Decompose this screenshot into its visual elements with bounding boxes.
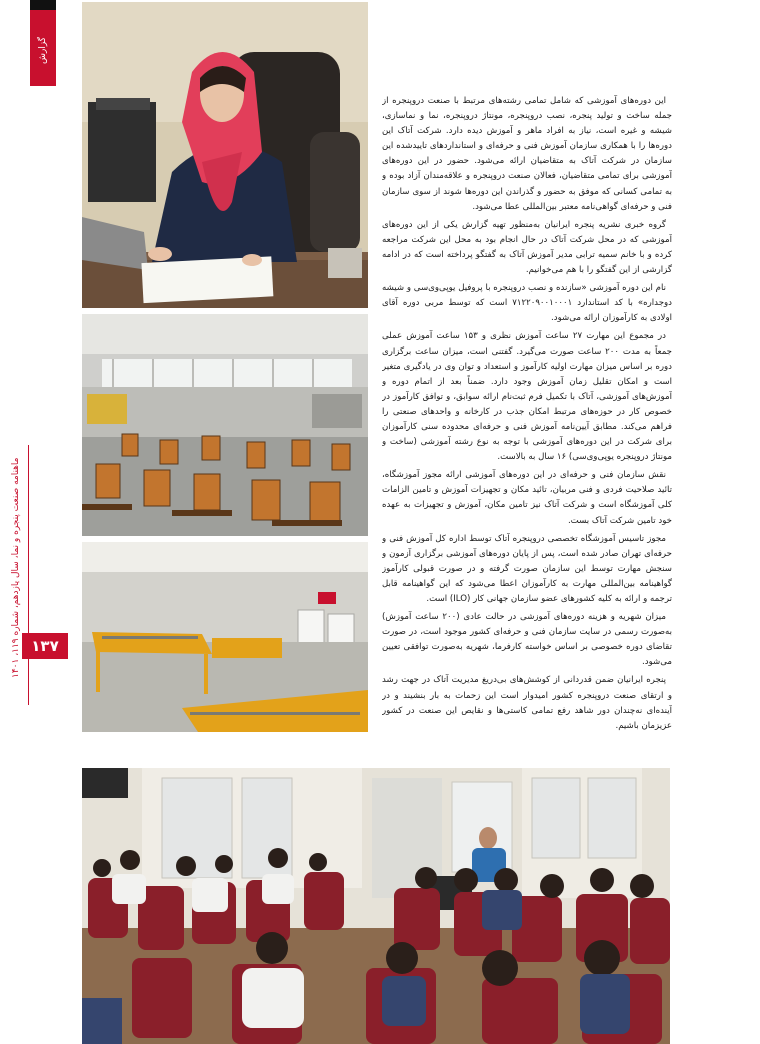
photo-training-classroom <box>82 314 368 536</box>
section-tab-cap <box>30 0 56 10</box>
article-paragraph: پنجره ایرانیان ضمن قدردانی از کوشش‌های بی‌دریغ مدیریت آتاک در جهت رشد و ارتقای صنعت درو‌پنجره کشور امیدوار است این زحمات به بار بنشیند و در آینده‌ای نه‌چندان دور شاهد رفع تمامی کاستی‌ها و نقایص این صنعت در کشور عزیزمان باشیم. <box>382 675 672 731</box>
photo-manager-at-desk <box>82 2 368 308</box>
article-paragraph: میزان شهریه و هزینه دوره‌های آموزشی در حالت عادی (۲۰۰ ساعت آموزش) به‌صورت رسمی در سایت سازمان فنی و حرفه‌ای کشور موجود است، در صورت تقاضای دوره خصوصی بر اساس خواسته کارفرما، شهریه به‌صورت توافقی تعیین می‌شود. <box>382 612 672 668</box>
article-paragraph: گروه خبری نشریه پنجره ایرانیان به‌منظور تهیه گزارش یکی از این دوره‌های آموزشی که در محل شرکت آتاک در حال انجام بود به محل این شرکت مراجعه کرده و با خانم سمیه ترابی مدیر آموزش آتاک به گفتگو پرداخته است که در ادامه گزارشی از این گفتگو را با هم می‌خوانیم. <box>382 219 672 276</box>
article-paragraph: نقش سازمان فنی و حرفه‌ای در این دوره‌های آموزشی ارائه مجوز آموزشگاه، تائید صلاحیت فردی و فنی مربیان، تائید مکان و تجهیزات آموزش و تامین الزامات کلی آموزشگاه است و شرکت آتاک نیز تامین مکان، آموزش و تجهیزات به عهده خود تامین شرکت آتاک بست. <box>382 470 672 526</box>
article-paragraph: نام این دوره آموزشی «سازنده و نصب درو‌پنجره با پروفیل یوپی‌وی‌سی و شیشه دوجداره» با کد استاندارد ۷۱۲۲۰۹۰۰۱۰۰۰۱ است که توسط مربی دوره آقای اولادی به کارآموزان ارائه می‌شود. <box>382 283 672 324</box>
photo-session-illustration <box>82 768 670 1044</box>
photo-manager-illustration <box>82 2 368 308</box>
issue-info: ماهنامه صنعت پنجره و نما، سال یازدهم، شماره ۱۱۹، ۱۴۰۱ <box>11 457 21 678</box>
article-paragraph: در مجموع این مهارت ۲۷ ساعت آموزش نظری و ۱۵۳ ساعت آموزش عملی جمعاً به مدت ۲۰۰ ساعت صورت می‌گیرد. گفتنی است، میزان ساعت برگزاری دوره بر اساس میزان مهارت اولیه کارآموز و استعداد و توان وی در یادگیری متغیر است و امکان تقلیل زمان آموزش وجود دارد. ضمناً بعد از اتمام دوره و آموزش‌های آموزشی، آتاک با تکمیل فرم ثبت‌نام ارائه سوابق، و توافق کارآموز در خصوص کار در حوزه‌های مرتبط امکان جذب در کارخانه و واحدهای صنعتی را فراهم می‌کند. مطابق آیین‌نامه آموزش فنی و حرفه‌ای محدوده سنی کارآموزان برای شرکت در این دوره‌های آموزشی با توجه به نوع رشته آموزشی (ساخت و مونتاژ درو‌پنجره یوپی‌وی‌سی) ۱۶ سال به بالاست. <box>382 331 672 463</box>
photo-training-session <box>82 768 670 1044</box>
photo-classroom-illustration <box>82 314 368 536</box>
article-paragraph: مجوز تاسیس آموزشگاه تخصصی درو‌پنجره آتاک توسط اداره کل آموزش فنی و حرفه‌ای تهران صادر شده است، پس از پایان دوره‌های آموزشی برگزاری آزمون و سنجش مهارت توسط این سازمان صورت گرفته و در صورت قبولی کارآموز گواهینامه بین‌المللی مهارت به کارآموزان اعطا می‌شود که این گواهینامه قابل ترجمه و ارائه به کلیه کشورهای عضو سازمان جهانی کار (ILO) است. <box>382 533 672 604</box>
margin-rule <box>28 445 29 705</box>
article-body <box>382 94 672 759</box>
photo-workshop <box>82 542 368 732</box>
page-number: ۱۳۷ <box>22 633 68 659</box>
article-paragraph: این دوره‌های آموزشی که شامل تمامی رشته‌های مرتبط با صنعت درو‌پنجره از جمله ساخت و تولید پنجره، نصب درو‌پنجره، مونتاژ درو‌پنجره، نما و نماسازی، شیشه و غیره است، نیاز به افراد ماهر و آموزش دیده دارد. شرکت آتاک این دوره‌ها را با همکاری سازمان آموزش فنی و حرفه‌ای و استانداردهای تاییدشده این سازمان در شرکت آتاک به متقاضیان ارائه می‌شود. حضور در این دوره‌های آموزشی برای تمامی متقاضیان، فعالان صنعت درو‌پنجره و علاقه‌مندان آزاد بوده و به تمامی کسانی که موفق به حضور و گذراندن این دوره‌ها شوند از سوی سازمان فنی و حرفه‌ای گواهی‌نامه معتبر بین‌المللی عطا می‌شود. <box>382 96 672 212</box>
photo-workshop-illustration <box>82 542 368 732</box>
section-tab-label: گزارش <box>38 36 48 64</box>
